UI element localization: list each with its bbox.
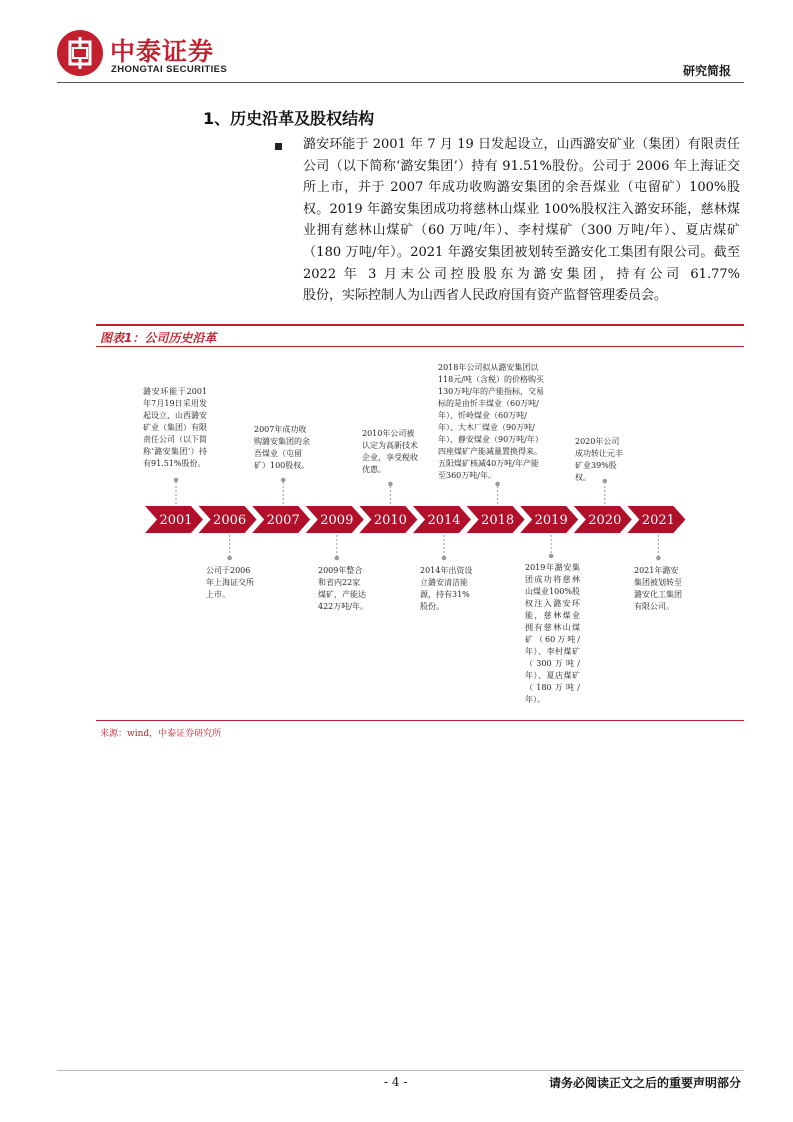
document-type: 研究简报 bbox=[682, 64, 731, 78]
timeline-dot-2010 bbox=[389, 482, 393, 486]
figure-source: 来源：wind，中泰证券研究所 bbox=[100, 729, 222, 739]
timeline-dot-2009 bbox=[335, 556, 339, 560]
timeline-year-2001: 2001 bbox=[159, 513, 193, 528]
timeline-year-2018: 2018 bbox=[481, 513, 515, 528]
timeline-year-2020: 2020 bbox=[588, 513, 622, 528]
section-title: 1、历史沿革及股权结构 bbox=[203, 109, 375, 128]
timeline-dot-2001 bbox=[174, 478, 178, 482]
event-note-2007: 2007年成功收购潞安集团的余吾煤业（屯留矿）100股权。 bbox=[254, 425, 310, 470]
footer-disclaimer: 请务必阅读正文之后的重要声明部分 bbox=[548, 1076, 741, 1090]
event-note-2001: 潞安环能于2001年7月19日采用发起设立，山西潞安矿业（集团）有限责任公司（以下简称‘潞安集团’）持有91.51%股份。 bbox=[143, 387, 207, 468]
timeline-dot-2006 bbox=[228, 556, 232, 560]
timeline-year-2006: 2006 bbox=[213, 513, 247, 528]
figure-bottom-rule bbox=[96, 720, 744, 721]
timeline-year-2007: 2007 bbox=[266, 513, 300, 528]
timeline-dot-2018 bbox=[496, 482, 500, 486]
timeline-dot-2021 bbox=[657, 556, 661, 560]
event-note-2010: 2010年公司被认定为高新技术企业，享受税收优惠。 bbox=[362, 429, 418, 474]
timeline-dot-2014 bbox=[442, 556, 446, 560]
event-note-2006: 公司于2006年上海证交所上市。 bbox=[206, 566, 254, 599]
logo-text-cn: 中泰证券 bbox=[110, 37, 215, 66]
event-note-2020: 2020年公司成功转让元丰矿业39%股权。 bbox=[575, 437, 623, 482]
timeline-year-2009: 2009 bbox=[320, 513, 354, 528]
event-note-2014: 2014年出资设立潞安清洁能源，持有31%股份。 bbox=[420, 566, 473, 611]
timeline-year-2014: 2014 bbox=[427, 513, 461, 528]
timeline-arrows bbox=[145, 506, 685, 533]
page-number: - 4 - bbox=[384, 1075, 408, 1089]
timeline-dot-2019 bbox=[549, 554, 553, 558]
footer-divider bbox=[57, 1070, 744, 1071]
timeline-dot-2007 bbox=[281, 478, 285, 482]
event-note-2018: 2018年公司拟从潞安集团以118元/吨（含税）的价格购买130万吨/年的产能指标，交易标的是由忻丰煤业（60万吨/年）、忻岭煤业（60万吨/年）、大木厂煤业（90万吨/年）、静安煤业（90万吨/年）四座煤矿产能减量置换得来。五阳煤矿核减40万吨/年产能至360万吨/年。 bbox=[438, 363, 544, 480]
event-note-2021: 2021年潞安集团被划转至潞安化工集团有限公司。 bbox=[634, 566, 682, 611]
event-note-2019: 2019年潞安集团成功将慈林山煤业100%股权注入潞安环能，慈林煤业拥有慈林山煤矿（60万吨/年）、李村煤矿（300万吨/年）、夏店煤矿（180万吨/年）。 bbox=[525, 563, 580, 704]
paragraph-main: 潞安环能于 2001 年 7 月 19 日发起设立，山西潞安矿业（集团）有限责任公司（以下简称‘潞安集团’）持有 91.51%股份。公司于 2006 年上海证交所上市，并于 2007 年成功收购潞安集团的余吾煤业（屯留矿）100%股权。2019 年潞安集团成功将慈林山煤业 100%股权注入潞安环能，慈林煤业拥有慈林山煤矿（60 万吨/年）、李村煤矿（300 万吨/年）、夏店煤矿（180 万吨/年）。2021 年潞安集团被划转至潞安化工集团有限公司。截至 2022 年 3 月末公司控股股东为潞安集团，持有公司 61.77% bbox=[303, 137, 740, 282]
timeline-year-2019: 2019 bbox=[534, 513, 568, 528]
paragraph-last-line: 股份，实际控制人为山西省人民政府国有资产监督管理委员会。 bbox=[303, 288, 668, 304]
timeline-year-2010: 2010 bbox=[373, 513, 407, 528]
figure-title: 图表1：公司历史沿革 bbox=[100, 331, 217, 345]
logo-text-en: ZHONGTAI SECURITIES bbox=[111, 64, 228, 75]
timeline-year-2021: 2021 bbox=[641, 513, 675, 528]
event-note-2009: 2009年整合和省内22家煤矿，产能达422万吨/年。 bbox=[318, 566, 368, 611]
